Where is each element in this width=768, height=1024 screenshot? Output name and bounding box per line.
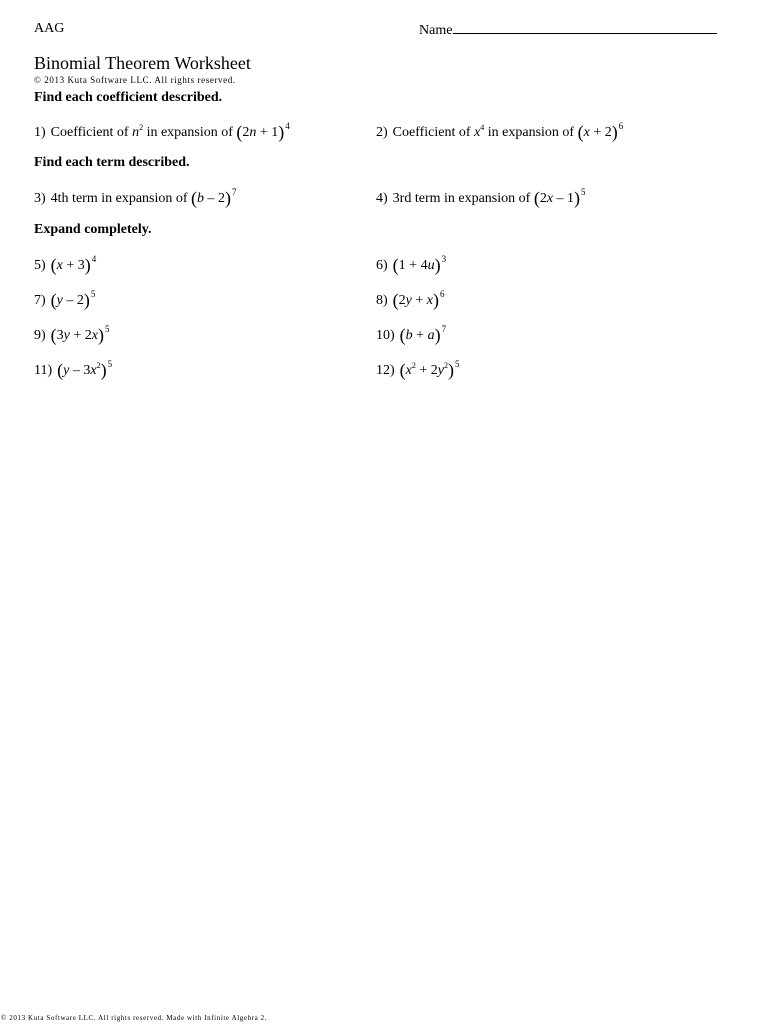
exponent: 7 (441, 324, 447, 334)
exponent: 5 (107, 359, 113, 369)
problem-text: in expansion of (146, 125, 233, 140)
variable: y (437, 363, 445, 378)
problem-number: 2) (376, 125, 388, 140)
exponent: 4 (285, 121, 290, 131)
problem-6 (376, 254, 446, 274)
open-paren: ( (191, 188, 198, 208)
problem-text: Coefficient of (50, 125, 129, 140)
problem-8 (376, 289, 445, 309)
problem-1 (34, 121, 290, 141)
constant: 2 (218, 191, 226, 206)
operator: + (259, 125, 268, 140)
close-paren: ) (448, 360, 455, 380)
problem-text: 3rd term in expansion of (392, 191, 531, 206)
exponent: 5 (455, 359, 460, 369)
exponent: 6 (618, 121, 624, 131)
variable-exponent: 2 (139, 123, 144, 132)
coefficient: 4 (420, 258, 428, 273)
operator: – (207, 191, 215, 206)
exponent: 4 (91, 254, 97, 264)
problem-number: 4) (376, 191, 388, 206)
exponent: 5 (581, 187, 586, 197)
close-paren: ) (84, 255, 91, 275)
operator: + (593, 125, 602, 140)
operator: – (66, 293, 74, 308)
open-paren: ( (392, 290, 399, 310)
problem-text: 4th term in expansion of (50, 191, 188, 206)
variable: n (249, 125, 257, 140)
variable: a (427, 328, 435, 343)
problem-2 (376, 121, 623, 141)
operator: + (419, 363, 428, 378)
variable: y (63, 328, 70, 343)
coefficient: 2 (539, 191, 547, 206)
variable: y (56, 293, 63, 308)
coefficient: 2 (84, 328, 92, 343)
coefficient: 2 (398, 293, 406, 308)
exponent: 6 (440, 289, 445, 299)
operator: + (66, 258, 75, 273)
problem-9 (34, 324, 110, 344)
operator: – (72, 363, 80, 378)
constant: 2 (604, 125, 612, 140)
open-paren: ( (399, 360, 406, 380)
problem-5 (34, 254, 96, 274)
variable: y (63, 363, 70, 378)
coefficient: 3 (56, 328, 64, 343)
variable: x (405, 363, 412, 378)
close-paren: ) (611, 122, 618, 142)
problem-3 (34, 187, 237, 207)
variable: b (405, 328, 413, 343)
problem-number: 5) (34, 258, 46, 273)
variable-exponent: 4 (480, 123, 485, 132)
operator: + (409, 258, 418, 273)
close-paren: ) (433, 290, 440, 310)
close-paren: ) (574, 188, 581, 208)
problem-7 (34, 289, 95, 309)
variable: x (90, 363, 97, 378)
problem-number: 1) (34, 125, 46, 140)
problem-11 (34, 359, 112, 379)
variable: x (426, 293, 434, 308)
constant: 1 (567, 191, 575, 206)
name-field (419, 21, 717, 39)
operator: + (415, 293, 424, 308)
variable: n (132, 125, 140, 140)
constant: 1 (271, 125, 279, 140)
constant: 2 (76, 293, 84, 308)
close-paren: ) (434, 255, 441, 275)
page-footer: © 2013 Kuta Software LLC. All rights reserved. Made with Infinite Algebra 2. (1, 1014, 268, 1022)
close-paren: ) (98, 325, 105, 345)
name-label: Name (419, 23, 453, 38)
problem-number: 7) (34, 293, 46, 308)
exponent: 5 (105, 324, 110, 334)
operator: – (556, 191, 564, 206)
section-heading-expand: Expand completely. (34, 222, 152, 237)
problem-4 (376, 187, 586, 207)
variable: u (427, 258, 435, 273)
open-paren: ( (392, 255, 399, 275)
operator: + (73, 328, 82, 343)
close-paren: ) (83, 290, 90, 310)
close-paren: ) (225, 188, 232, 208)
problem-number: 8) (376, 293, 388, 308)
problem-text: in expansion of (487, 125, 575, 140)
open-paren: ( (533, 188, 540, 208)
variable-exponent: 2 (96, 361, 101, 370)
close-paren: ) (100, 360, 107, 380)
coefficient: 2 (242, 125, 250, 140)
coefficient: 3 (83, 363, 91, 378)
variable: x (546, 191, 554, 206)
problem-number: 3) (34, 191, 46, 206)
page-title: Binomial Theorem Worksheet (34, 53, 251, 73)
variable: y (405, 293, 412, 308)
open-paren: ( (50, 255, 57, 275)
open-paren: ( (236, 122, 243, 142)
close-paren: ) (278, 122, 285, 142)
problem-12 (376, 359, 460, 379)
variable: x (56, 258, 63, 273)
open-paren: ( (57, 360, 64, 380)
section-heading-coefficients: Find each coefficient described. (34, 90, 223, 105)
class-label: AAG (34, 21, 65, 36)
open-paren: ( (50, 290, 57, 310)
variable: x (91, 328, 99, 343)
exponent: 5 (90, 289, 96, 299)
variable: x (474, 125, 481, 140)
open-paren: ( (577, 122, 584, 142)
exponent: 7 (232, 187, 237, 197)
copyright-notice: © 2013 Kuta Software LLC. All rights reserved. (34, 75, 236, 85)
problem-10 (376, 324, 446, 344)
constant: 1 (398, 258, 406, 273)
operator: + (416, 328, 425, 343)
problem-number: 10) (376, 328, 395, 343)
exponent: 3 (441, 254, 447, 264)
problem-number: 6) (376, 258, 388, 273)
open-paren: ( (50, 325, 57, 345)
problem-number: 11) (34, 363, 53, 378)
problem-number: 9) (34, 328, 46, 343)
problem-number: 12) (376, 363, 395, 378)
open-paren: ( (399, 325, 406, 345)
variable-exponent: 2 (444, 361, 449, 370)
constant: 3 (77, 258, 85, 273)
name-line (453, 21, 717, 34)
variable: b (197, 191, 205, 206)
section-heading-terms: Find each term described. (34, 155, 190, 170)
variable-exponent: 2 (411, 361, 416, 370)
coefficient: 2 (430, 363, 438, 378)
variable: x (583, 125, 590, 140)
close-paren: ) (434, 325, 441, 345)
problem-text: Coefficient of (392, 125, 471, 140)
